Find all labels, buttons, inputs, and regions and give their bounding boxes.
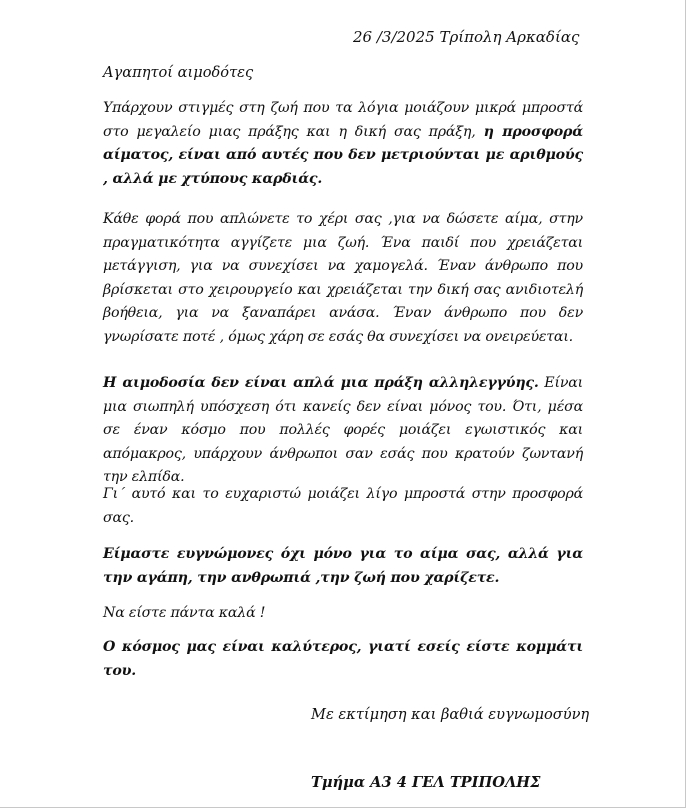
paragraph-3-bold: Η αιμοδοσία δεν είναι απλά μια πράξη αλληλεγγύης. — [103, 375, 539, 391]
paragraph-5: Είμαστε ευγνώμονες όχι μόνο για το αίμα σας, αλλά για την αγάπη, την ανθρωπιά ,την ζωή που χαρίζετε. — [103, 546, 583, 586]
date-line: 26 /3/2025 Τρίπολη Αρκαδίας — [353, 28, 580, 46]
closing-line: Με εκτίμηση και βαθιά ευγνωμοσύνη — [311, 706, 590, 723]
paragraph-3-text: Είναι μια σιωπηλή υπόσχεση ότι κανείς δεν είναι μόνος του. Ότι, μέσα σε έναν κόσμο που πολλές φορές μοιάζει εγωιστικός και απόμακρος, υπάρχουν άνθρωποι σαν εσάς που κρατούν ζωντανή την ελπίδα. — [103, 375, 583, 485]
greeting: Αγαπητοί αιμοδότες — [103, 64, 254, 81]
paragraph-1-bold: η προσφορά αίματος, είναι από αυτές που δεν μετριούνται με αριθμούς , αλλά με χτύπους καρδιάς. — [103, 123, 583, 187]
paragraph-1 — [103, 97, 583, 191]
paragraph-2: Κάθε φορά που απλώνετε το χέρι σας ,για να δώσετε αίμα, στην πραγματικότητα αγγίζετε μια ζωή. Ένα παιδί που χρειάζεται μετάγγιση, για να συνεχίσει να χαμογελά. Έναν άνθρωπο που βρίσκεται στο χειρουργείο και χρειάζεται την δική σας ανιδιοτελή βοήθεια, για να ξαναπάρει ανάσα. Έναν άνθρωπο που δεν γνωρίσατε ποτέ , όμως χάρη σε εσάς θα συνεχίσει να ονειρεύεται. — [103, 211, 583, 345]
paragraph-6: Να είστε πάντα καλά ! — [103, 605, 266, 621]
paragraph-7: Ο κόσμος μας είναι καλύτερος, γιατί εσείς είστε κομμάτι του. — [103, 639, 583, 679]
paragraph-3 — [103, 372, 583, 490]
paragraph-1-text: Υπάρχουν στιγμές στη ζωή που τα λόγια μοιάζουν μικρά μπροστά στο μεγαλείο μιας πράξης και η δική σας πράξη, — [103, 100, 583, 140]
paragraph-4: Γι΄ αυτό και το ευχαριστώ μοιάζει λίγο μπροστά στην προσφορά σας. — [103, 486, 583, 526]
signature: Τμήμα Α3 4 ΓΕΛ ΤΡΙΠΟΛΗΣ — [311, 774, 541, 791]
